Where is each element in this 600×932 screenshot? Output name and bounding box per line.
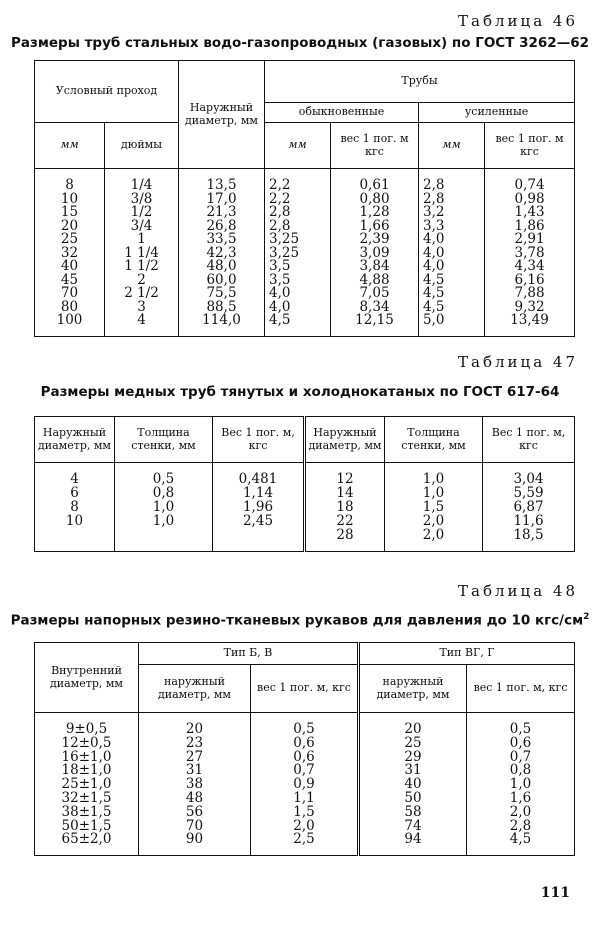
cell-tolsh: 0,8 [115,487,213,501]
cell-diam: 12 [305,463,385,487]
cell-vg-ves: 2,0 [467,806,575,820]
cell-duimy: 2 1/2 [105,287,179,301]
table-46-title: Размеры труб стальных водо-газопроводных (газовых) по ГОСТ 3262—62 [11,35,589,51]
header-ves-2: Вес 1 пог. м, кгс [483,417,575,463]
cell-usil-ves: 2,91 [485,233,575,247]
cell-vg-naruzh: 20 [359,713,467,737]
header-obyknovennye: обыкновенные [265,103,419,123]
cell-naruzh-diam: 13,5 [179,169,265,193]
cell-uslovny-mm: 100 [35,314,105,336]
table-48-title-text: Размеры напорных резино-тканевых рукавов для давления до 10 кгс/см [10,612,584,629]
cell-b-ves: 1,5 [251,806,359,820]
cell-duimy: 3/8 [105,193,179,207]
cell-vnutr-diam: 50±1,5 [35,820,139,834]
cell-b-naruzh: 90 [139,833,251,855]
cell-naruzh-diam: 114,0 [179,314,265,336]
table-row [35,169,575,193]
cell-ves: 1,14 [213,487,305,501]
table-47-title: Размеры медных труб тянутых и холоднокатаных по ГОСТ 617-64 [40,384,560,400]
cell-vg-naruzh: 29 [359,751,467,765]
table-48-number: Таблица 48 [458,582,578,600]
header-tolsh-2: Толщина стенки, мм [385,417,483,463]
cell-naruzh-diam: 21,3 [179,206,265,220]
cell-ves: 3,04 [483,463,575,487]
cell-obykn-ves: 8,34 [331,301,419,315]
cell-ves: 18,5 [483,529,575,551]
cell-usil-ves: 9,32 [485,301,575,315]
cell-usil-mm: 4,5 [419,287,485,301]
cell-uslovny-mm: 8 [35,169,105,193]
header-diam-2: Наружный диаметр, мм [305,417,385,463]
cell-diam: 18 [305,501,385,515]
table-48-title [0,612,600,629]
header-diam-1: Наружный диаметр, мм [35,417,115,463]
cell-vnutr-diam: 9±0,5 [35,713,139,737]
cell-tolsh: 2,0 [385,529,483,551]
cell-naruzh-diam: 75,5 [179,287,265,301]
cell-uslovny-mm: 15 [35,206,105,220]
table-row [35,287,575,301]
table-48 [34,642,575,856]
cell-b-ves: 0,5 [251,713,359,737]
cell-vg-ves: 1,0 [467,778,575,792]
cell-usil-mm: 3,2 [419,206,485,220]
cell-naruzh-diam: 33,5 [179,233,265,247]
cell-usil-mm: 4,5 [419,301,485,315]
table-47-number: Таблица 47 [458,353,578,371]
cell-obykn-mm: 3,25 [265,233,331,247]
header-truby: Трубы [265,61,575,103]
cell-obykn-ves: 1,28 [331,206,419,220]
cell-usil-ves: 7,88 [485,287,575,301]
cell-obykn-mm: 2,2 [265,169,331,193]
header-tip-vg: Тип ВГ, Г [359,643,575,665]
cell-diam: 6 [35,487,115,501]
cell-duimy: 3/4 [105,220,179,234]
cell-vnutr-diam: 65±2,0 [35,833,139,855]
cell-vg-ves: 0,7 [467,751,575,765]
table-row [35,274,575,288]
cell-usil-mm: 4,0 [419,260,485,274]
cell-vnutr-diam: 32±1,5 [35,792,139,806]
table-46-number: Таблица 46 [458,12,578,30]
cell-b-naruzh: 27 [139,751,251,765]
cell-tolsh: 2,0 [385,515,483,529]
cell-b-ves: 2,0 [251,820,359,834]
cell-usil-mm: 4,0 [419,233,485,247]
cell-duimy: 3 [105,301,179,315]
cell-vg-ves: 0,5 [467,713,575,737]
header-obykn-mm: мм [265,123,331,169]
header-duimy: дюймы [105,123,179,169]
cell-b-naruzh: 38 [139,778,251,792]
cell-obykn-ves: 7,05 [331,287,419,301]
header-usil-ves: вес 1 пог. м кгс [485,123,575,169]
cell-vg-naruzh: 31 [359,764,467,778]
table-row [35,713,575,737]
cell-obykn-ves: 3,84 [331,260,419,274]
cell-usil-ves: 3,78 [485,247,575,261]
table-48-title-sup: 2 [583,612,590,622]
cell-b-naruzh: 56 [139,806,251,820]
cell-b-naruzh: 23 [139,737,251,751]
table-row [35,314,575,336]
cell-diam: 28 [305,529,385,551]
cell-duimy: 2 [105,274,179,288]
table-row [35,260,575,274]
cell-diam: 22 [305,515,385,529]
table-row [35,220,575,234]
cell-vg-naruzh: 50 [359,792,467,806]
cell-b-ves: 0,6 [251,737,359,751]
cell-obykn-mm: 2,8 [265,220,331,234]
cell-usil-mm: 2,8 [419,193,485,207]
cell-vg-ves: 0,8 [467,764,575,778]
cell-diam: 14 [305,487,385,501]
cell-tolsh: 1,0 [385,487,483,501]
cell-vg-ves: 4,5 [467,833,575,855]
cell-obykn-mm: 3,5 [265,260,331,274]
cell-vg-ves: 1,6 [467,792,575,806]
cell-obykn-ves: 12,15 [331,314,419,336]
cell-obykn-mm: 3,25 [265,247,331,261]
cell-b-ves: 0,9 [251,778,359,792]
header-vnutr-diam: Внутренний диаметр, мм [35,643,139,713]
cell-uslovny-mm: 32 [35,247,105,261]
cell-naruzh-diam: 48,0 [179,260,265,274]
cell-tolsh: 1,0 [385,463,483,487]
cell-b-ves: 0,6 [251,751,359,765]
cell-uslovny-mm: 10 [35,193,105,207]
cell-obykn-mm: 3,5 [265,274,331,288]
cell-duimy: 1/4 [105,169,179,193]
cell-vnutr-diam: 25±1,0 [35,778,139,792]
cell-vnutr-diam: 18±1,0 [35,764,139,778]
cell-b-ves: 0,7 [251,764,359,778]
cell-vg-naruzh: 74 [359,820,467,834]
cell-naruzh-diam: 88,5 [179,301,265,315]
cell-obykn-ves: 4,88 [331,274,419,288]
cell-tolsh: 1,0 [115,515,213,529]
header-vg-naruzh: наружный диаметр, мм [359,665,467,713]
table-row [35,206,575,220]
cell-duimy: 1 [105,233,179,247]
cell-obykn-ves: 1,66 [331,220,419,234]
cell-uslovny-mm: 45 [35,274,105,288]
cell-b-naruzh: 20 [139,713,251,737]
header-tip-b: Тип Б, В [139,643,359,665]
cell-tolsh [115,529,213,551]
cell-uslovny-mm: 20 [35,220,105,234]
cell-vg-ves: 0,6 [467,737,575,751]
cell-b-naruzh: 31 [139,764,251,778]
cell-naruzh-diam: 60,0 [179,274,265,288]
cell-b-naruzh: 70 [139,820,251,834]
cell-naruzh-diam: 26,8 [179,220,265,234]
cell-obykn-ves: 3,09 [331,247,419,261]
cell-ves: 2,45 [213,515,305,529]
cell-usil-ves: 1,86 [485,220,575,234]
table-row [35,247,575,261]
table-row [35,193,575,207]
cell-usil-ves: 1,43 [485,206,575,220]
cell-b-ves: 2,5 [251,833,359,855]
header-mm: мм [35,123,105,169]
cell-uslovny-mm: 80 [35,301,105,315]
cell-vnutr-diam: 38±1,5 [35,806,139,820]
page-number: 111 [540,885,570,901]
header-obykn-ves: вес 1 пог. м кгс [331,123,419,169]
cell-obykn-mm: 2,8 [265,206,331,220]
cell-usil-mm: 5,0 [419,314,485,336]
cell-obykn-mm: 4,0 [265,301,331,315]
cell-vnutr-diam: 12±0,5 [35,737,139,751]
table-row [35,301,575,315]
cell-diam: 4 [35,463,115,487]
cell-ves: 0,481 [213,463,305,487]
cell-naruzh-diam: 17,0 [179,193,265,207]
cell-vg-naruzh: 25 [359,737,467,751]
header-uslovny: Условный проход [35,61,179,123]
cell-vg-naruzh: 58 [359,806,467,820]
cell-ves: 1,96 [213,501,305,515]
header-tolsh-1: Толщина стенки, мм [115,417,213,463]
cell-naruzh-diam: 42,3 [179,247,265,261]
cell-usil-ves: 0,74 [485,169,575,193]
cell-ves: 5,59 [483,487,575,501]
table-row [35,833,575,855]
cell-vg-naruzh: 40 [359,778,467,792]
table-row [35,233,575,247]
cell-tolsh: 1,0 [115,501,213,515]
table-row [35,529,575,551]
cell-ves: 6,87 [483,501,575,515]
header-usil-mm: мм [419,123,485,169]
table-46 [34,60,575,337]
cell-uslovny-mm: 25 [35,233,105,247]
cell-obykn-mm: 4,5 [265,314,331,336]
cell-obykn-mm: 4,0 [265,287,331,301]
cell-tolsh: 0,5 [115,463,213,487]
cell-vnutr-diam: 16±1,0 [35,751,139,765]
table-row [35,501,575,515]
table-row [35,515,575,529]
cell-diam: 10 [35,515,115,529]
cell-uslovny-mm: 70 [35,287,105,301]
cell-usil-ves: 0,98 [485,193,575,207]
cell-usil-mm: 3,3 [419,220,485,234]
cell-usil-ves: 13,49 [485,314,575,336]
cell-diam: 8 [35,501,115,515]
cell-b-ves: 1,1 [251,792,359,806]
cell-b-naruzh: 48 [139,792,251,806]
cell-obykn-ves: 0,80 [331,193,419,207]
header-ves-1: Вес 1 пог. м, кгс [213,417,305,463]
cell-vg-naruzh: 94 [359,833,467,855]
header-b-naruzh: наружный диаметр, мм [139,665,251,713]
header-naruzh-diam: Наружный диаметр, мм [179,61,265,169]
cell-obykn-ves: 2,39 [331,233,419,247]
cell-obykn-ves: 0,61 [331,169,419,193]
table-row [35,487,575,501]
header-b-ves: вес 1 пог. м, кгс [251,665,359,713]
header-usilennye: усиленные [419,103,575,123]
cell-usil-ves: 6,16 [485,274,575,288]
cell-duimy: 1/2 [105,206,179,220]
cell-duimy: 1 1/4 [105,247,179,261]
table-row [35,463,575,487]
cell-vg-ves: 2,8 [467,820,575,834]
cell-duimy: 1 1/2 [105,260,179,274]
cell-obykn-mm: 2,2 [265,193,331,207]
table-47 [34,416,575,552]
cell-usil-mm: 2,8 [419,169,485,193]
cell-diam [35,529,115,551]
cell-usil-mm: 4,0 [419,247,485,261]
cell-ves [213,529,305,551]
cell-ves: 11,6 [483,515,575,529]
cell-duimy: 4 [105,314,179,336]
cell-tolsh: 1,5 [385,501,483,515]
cell-uslovny-mm: 40 [35,260,105,274]
header-vg-ves: вес 1 пог. м, кгс [467,665,575,713]
cell-usil-mm: 4,5 [419,274,485,288]
cell-usil-ves: 4,34 [485,260,575,274]
